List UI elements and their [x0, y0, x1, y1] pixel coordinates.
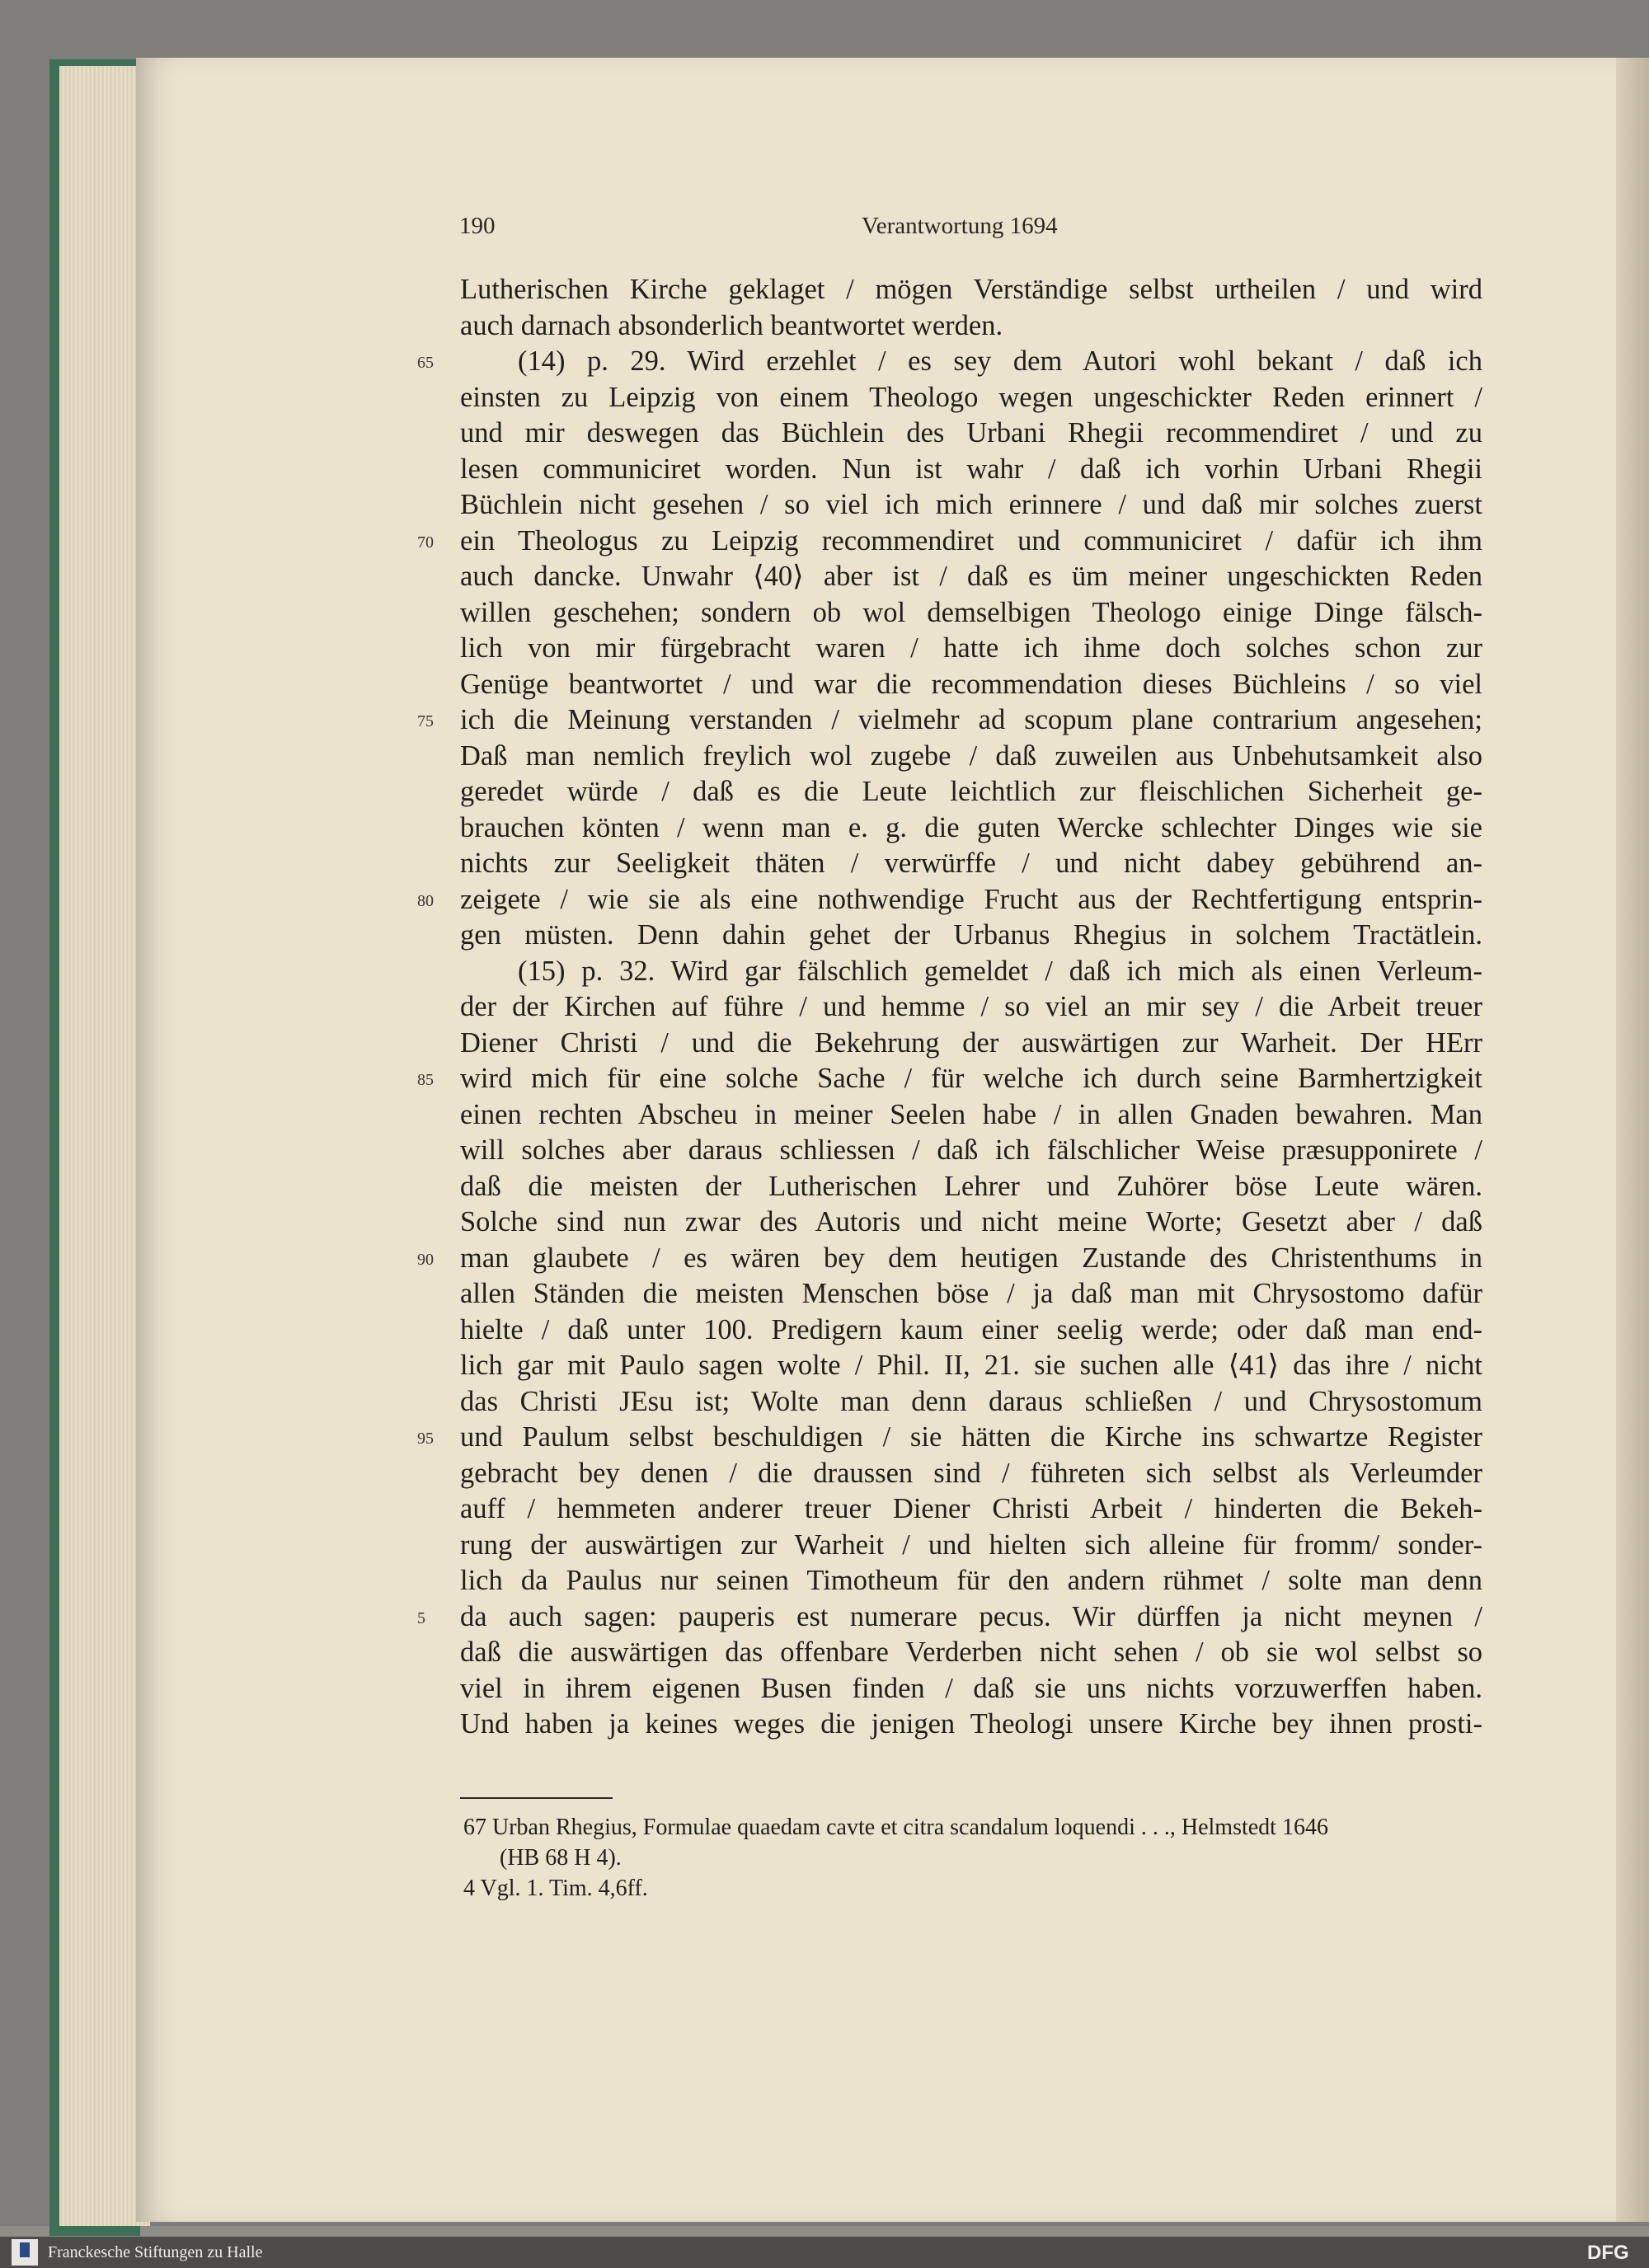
text-line: [460, 272, 1482, 308]
dfg-logo: DFG: [1587, 2242, 1629, 2264]
text-line: [460, 1097, 1482, 1134]
line-number: 75: [417, 712, 434, 730]
text-line: [460, 1169, 1482, 1205]
line-text: nichts zur Seeligkeit thäten / verwürffe / und nicht dabey gebührend an-: [460, 848, 1482, 879]
text-line: [460, 1635, 1482, 1671]
text-line: [460, 1456, 1482, 1492]
line-text: auch dancke. Unwahr ⟨40⟩ aber ist / daß es üm meiner ungeschickten Reden: [460, 561, 1482, 592]
footnote: 4 Vgl. 1. Tim. 4,6ff.: [463, 1876, 648, 1901]
line-number: 65: [417, 354, 434, 372]
line-text: lich da Paulus nur seinen Timotheum für den andern rühmet / solte man denn: [460, 1565, 1482, 1596]
text-line: [460, 487, 1482, 524]
line-text: das Christi JEsu ist; Wolte man denn daraus schließen / und Chrysostomum: [460, 1385, 1482, 1417]
footnote-rule: [460, 1797, 613, 1799]
text-line: [460, 1491, 1482, 1528]
running-title: Verantwortung 1694: [862, 213, 1058, 239]
line-text: daß die auswärtigen das offenbare Verderben nicht sehen / ob sie wol selbst so: [460, 1636, 1482, 1668]
line-text: Solche sind nun zwar des Autoris und nicht meine Worte; Gesetzt aber / daß: [460, 1206, 1482, 1237]
text-line: [460, 308, 1482, 345]
text-line: [417, 882, 1482, 918]
line-text: ein Theologus zu Leipzig recommendiret und communiciret / dafür ich ihm: [460, 524, 1482, 556]
text-line: [460, 1276, 1482, 1312]
line-text: geredet würde / daß es die Leute leichtlich zur fleischlichen Sicherheit ge-: [460, 776, 1482, 807]
text-line: [460, 631, 1482, 667]
line-number: 85: [417, 1071, 434, 1089]
page-number: 190: [459, 213, 496, 239]
line-text: Genüge beantwortet / und war die recommendation dieses Büchleins / so viel: [460, 668, 1482, 700]
footnote: (HB 68 H 4).: [500, 1845, 622, 1871]
text-line: [417, 1241, 1482, 1277]
line-text: einsten zu Leipzig von einem Theologo wegen ungeschickter Reden erinnert /: [460, 381, 1482, 413]
line-text: auch darnach absonderlich beantwortet werden.: [460, 309, 1003, 341]
line-number: 5: [417, 1608, 425, 1627]
line-text: brauchen könten / wenn man e. g. die guten Wercke schlechter Dinges wie sie: [460, 811, 1482, 843]
footnotes: [463, 1812, 1486, 1904]
line-text: lich gar mit Paulo sagen wolte / Phil. II, 21. sie suchen alle ⟨41⟩ das ihre / nicht: [460, 1350, 1482, 1381]
text-line: [460, 1312, 1482, 1349]
line-number: 90: [417, 1250, 434, 1269]
line-text: zeigete / wie sie als eine nothwendige Frucht aus der Rechtfertigung entsprin-: [460, 883, 1482, 915]
line-number: 80: [417, 891, 434, 910]
line-text: (15) p. 32. Wird gar fälschlich gemeldet / daß ich mich als einen Verleum-: [518, 955, 1482, 987]
line-text: gebracht bey denen / die draussen sind / führeten sich selbst als Verleumder: [460, 1457, 1482, 1489]
text-line: [460, 1384, 1482, 1420]
text-line: [460, 1671, 1482, 1707]
text-line: [460, 1348, 1482, 1384]
line-text: gen müsten. Denn dahin gehet der Urbanus Rhegius in solchem Tractätlein.: [460, 919, 1482, 951]
line-text: da auch sagen: pauperis est numerare pecus. Wir dürffen ja nicht meynen /: [460, 1600, 1482, 1632]
text-line: [460, 380, 1482, 416]
line-text: und mir deswegen das Büchlein des Urbani Rhegii recommendiret / und zu: [460, 417, 1482, 448]
text-line: [417, 344, 1482, 380]
line-number: 70: [417, 533, 434, 552]
text-line: [460, 1563, 1482, 1599]
line-text: der der Kirchen auf führe / und hemme / so viel an mir sey / die Arbeit treuer: [460, 991, 1482, 1022]
line-text: Lutherischen Kirche geklaget / mögen Verständige selbst urtheilen / und wird: [460, 274, 1482, 305]
text-line: [460, 810, 1482, 847]
logo-figure: [20, 2242, 30, 2257]
line-text: und Paulum selbst beschuldigen / sie hätten die Kirche ins schwartze Register: [460, 1421, 1482, 1453]
line-text: lesen communiciret worden. Nun ist wahr / daß ich vorhin Urbani Rhegii: [460, 453, 1482, 485]
text-line: [460, 595, 1482, 632]
line-text: rung der auswärtigen zur Warheit / und hielten sich alleine für fromm/ sonder-: [460, 1528, 1482, 1561]
line-text: viel in ihrem eigenen Busen finden / daß sie uns nichts vorzuwerffen haben.: [460, 1672, 1482, 1704]
line-text: auff / hemmeten anderer treuer Diener Christi Arbeit / hinderten die Bekeh-: [460, 1493, 1482, 1524]
text-line: [417, 1061, 1482, 1097]
text-line: [460, 739, 1482, 775]
line-text: wird mich für eine solche Sache / für welche ich durch seine Barmhertzigkeit: [460, 1063, 1482, 1094]
text-line: [460, 1528, 1482, 1564]
line-text: allen Ständen die meisten Menschen böse / ja daß man mit Chrysostomo dafür: [460, 1278, 1482, 1309]
line-text: will solches aber daraus schliessen / daß ich fälschlicher Weise præsupponirete /: [460, 1134, 1482, 1166]
line-text: hielte / daß unter 100. Predigern kaum einer seelig werde; oder daß man end-: [460, 1313, 1482, 1345]
text-line: [460, 452, 1482, 488]
text-line: [460, 846, 1482, 882]
text-line: [460, 774, 1482, 810]
text-line: [460, 559, 1482, 595]
institution-name: Franckesche Stiftungen zu Halle: [48, 2243, 263, 2261]
line-text: man glaubete / es wären bey dem heutigen Zustande des Christenthums in: [460, 1242, 1482, 1274]
text-line: [460, 1133, 1482, 1169]
line-text: (14) p. 29. Wird erzehlet / es sey dem Autori wohl bekant / daß ich: [518, 345, 1482, 377]
text-line: [460, 1707, 1482, 1743]
text-line: [460, 1204, 1482, 1241]
text-line: [460, 1026, 1482, 1062]
line-number: 95: [417, 1430, 434, 1448]
page-right-edge: [1616, 58, 1649, 2222]
line-text: ich die Meinung verstanden / vielmehr ad scopum plane contrarium angesehen;: [460, 704, 1482, 735]
line-text: Und haben ja keines weges die jenigen Theologi unsere Kirche bey ihnen prosti-: [460, 1708, 1482, 1740]
line-text: daß die meisten der Lutherischen Lehrer und Zuhörer böse Leute wären.: [460, 1170, 1482, 1202]
text-line: [460, 918, 1482, 954]
text-line: [460, 416, 1482, 452]
text-line: [417, 524, 1482, 560]
text-line: [460, 954, 1482, 990]
text-line: [460, 989, 1482, 1026]
line-text: lich von mir fürgebracht waren / hatte ich ihme doch solches schon zur: [460, 632, 1482, 664]
footnote: 67 Urban Rhegius, Formulae quaedam cavte et citra scandalum loquendi . . ., Helmstedt 1646: [463, 1815, 1328, 1840]
text-line: [417, 1599, 1482, 1636]
text-line: [460, 667, 1482, 703]
body-text: [417, 272, 1482, 1743]
line-text: willen geschehen; sondern ob wol demselbigen Theologo einige Dinge fälsch-: [460, 596, 1482, 628]
text-line: [417, 702, 1482, 739]
line-text: Büchlein nicht gesehen / so viel ich mich erinnere / und daß mir solches zuerst: [460, 489, 1482, 520]
text-line: [417, 1420, 1482, 1456]
line-text: einen rechten Abscheu in meiner Seelen habe / in allen Gnaden bewahren. Man: [460, 1098, 1482, 1130]
line-text: Diener Christi / und die Bekehrung der auswärtigen zur Warheit. Der HErr: [460, 1026, 1482, 1059]
line-text: Daß man nemlich freylich wol zugebe / daß zuweilen aus Unbehutsamkeit also: [460, 740, 1482, 772]
